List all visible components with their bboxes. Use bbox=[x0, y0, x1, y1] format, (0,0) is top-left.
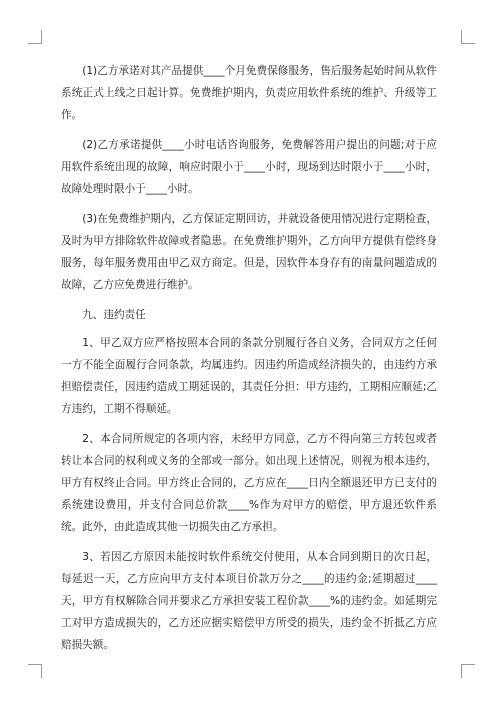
section-heading-breach: 九、违约责任 bbox=[82, 309, 146, 321]
paragraph-warranty-period: (1)乙方承诺对其产品提供____个月免费保修服务，售后服务起始时间从软件系统正式上线之日起计算。免费维护期内，负责应用软件系统的维护、升级等工作。 bbox=[61, 65, 437, 121]
paragraph-phone-support: (2)乙方承诺提供____小时电话咨询服务，免费解答用户提出的问题;对于应用软件系统出现的故障，响应时限小于____小时，现场到达时限小于____小时，故障处理时限小于____小时。 bbox=[61, 139, 437, 195]
document-body bbox=[61, 60, 437, 664]
paragraph-breach-1: 1、甲乙双方应严格按照本合同的条款分别履行各自义务，合同双方之任何一方不能全面履行合同条款，均属违约。因违约所造成经济损失的，由违约方承担赔偿责任，因违约造成工期延误的，其责任分担：甲方违约，工期相应顺延;乙方违约，工期不得顺延。 bbox=[61, 337, 437, 415]
paragraph-breach-3: 3、若因乙方原因未能按时软件系统交付使用，从本合同到期日的次日起，每延迟一天，乙方应向甲方支付本项目价款万分之____的违约金;延期超过____天，甲方有权解除合同并要求乙方承担安装工程价款____%的违约金。如延期完工对甲方造成损失的，乙方还应据实赔偿甲方所受的损失，违约金不折抵乙方应赔损失额。 bbox=[61, 551, 437, 651]
bottom-left-crop-mark bbox=[28, 664, 42, 678]
bottom-right-crop-mark bbox=[461, 664, 475, 678]
top-right-crop-mark bbox=[461, 30, 475, 44]
paragraph-breach-2: 2、本合同所规定的各项内容，未经甲方同意，乙方不得向第三方转包或者转让本合同的权利或义务的全部或一部分。如出现上述情况，则视为根本违约，甲方有权终止合同。甲方终止合同的，乙方应在____日内全额退还甲方已支付的系统建设费用，并支付合同总价款____%作为对甲方的赔偿，甲方退还软件系统。此外，由此造成其他一切损失由乙方承担。 bbox=[61, 433, 437, 533]
top-left-crop-mark bbox=[28, 30, 42, 44]
paragraph-maintenance: (3)在免费维护期内，乙方保证定期回访，并就设备使用情况进行定期检查，及时为甲方排除软件故障或者隐患。在免费维护期外，乙方向甲方提供有偿终身服务，每年服务费用由甲乙双方商定。但是，因软件本身存有的南量问题造成的故障，乙方应免费进行维护。 bbox=[61, 213, 437, 291]
